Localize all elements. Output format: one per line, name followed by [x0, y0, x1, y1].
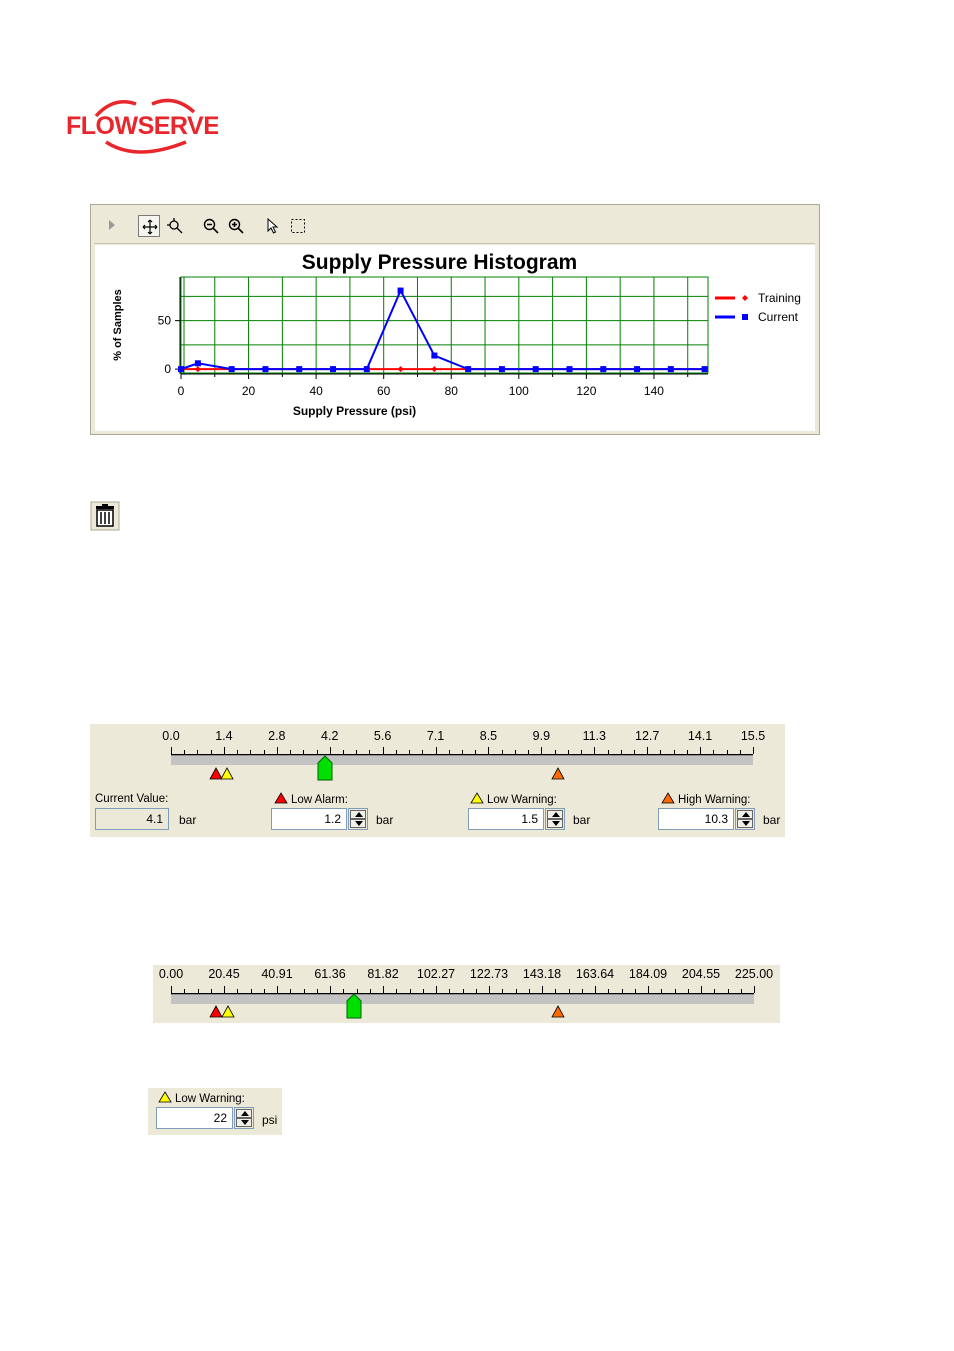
scale-minor-tick	[369, 750, 370, 754]
scale-tick-label: 14.1	[687, 729, 713, 743]
scale-minor-tick	[197, 750, 198, 754]
high-warning-marker[interactable]	[551, 767, 565, 785]
scale-major-tick	[595, 986, 596, 993]
scale-minor-tick	[502, 989, 503, 993]
scale-minor-tick	[184, 989, 185, 993]
high-warning-triangle-icon	[661, 792, 675, 804]
legend-label-current: Current	[758, 310, 799, 324]
alarm-triangle-icon	[274, 792, 288, 804]
data-point-current	[566, 366, 572, 372]
scale-major-tick	[436, 747, 437, 754]
scale-minor-tick	[502, 750, 503, 754]
scale-major-tick	[171, 747, 172, 754]
scale-tick-label: 184.09	[628, 967, 668, 981]
scale-track[interactable]	[171, 755, 753, 765]
scale-tick-label: 2.8	[268, 729, 286, 743]
scale-minor-tick	[422, 750, 423, 754]
data-point-current	[364, 366, 370, 372]
pressure-scale-psi	[153, 965, 780, 1023]
data-point-current	[465, 366, 471, 372]
data-point-current	[668, 366, 674, 372]
scale-minor-tick	[462, 750, 463, 754]
low-warning-spinner[interactable]	[234, 1107, 254, 1129]
data-point-current	[178, 366, 184, 372]
scale-tick-label: 7.1	[426, 729, 445, 743]
y-tick-label: 0	[164, 362, 171, 377]
warning-triangle-icon	[470, 792, 484, 804]
pointer-icon[interactable]	[262, 215, 284, 237]
warning-triangle-icon	[158, 1091, 172, 1103]
scale-minor-tick	[740, 750, 741, 754]
scale-tick-label: 20.45	[208, 967, 240, 981]
data-point-current	[229, 366, 235, 372]
scale-major-tick	[224, 986, 225, 993]
scale-major-tick	[701, 986, 702, 993]
scale-minor-tick	[449, 750, 450, 754]
x-tick-label: 40	[309, 384, 323, 398]
x-tick-label: 140	[643, 384, 664, 398]
scale-major-tick	[541, 747, 542, 754]
scale-major-tick	[277, 747, 278, 754]
pressure-scale-bar	[90, 724, 785, 837]
chart-title: Supply Pressure Histogram	[301, 251, 578, 274]
data-point-current	[600, 366, 606, 372]
x-tick-label: 120	[576, 384, 597, 398]
low-warning-input[interactable]: 1.5	[468, 808, 544, 830]
scale-major-tick	[594, 747, 595, 754]
scale-minor-tick	[303, 750, 304, 754]
scale-minor-tick	[409, 750, 410, 754]
scale-minor-tick	[569, 989, 570, 993]
scale-tick-label: 225.00	[734, 967, 774, 981]
scale-major-tick	[383, 747, 384, 754]
spin-down-button[interactable]	[547, 819, 563, 828]
scale-minor-tick	[475, 750, 476, 754]
scale-tick-label: 11.3	[582, 729, 606, 743]
scale-minor-tick	[660, 750, 661, 754]
scale-minor-tick	[621, 750, 622, 754]
scale-minor-tick	[555, 750, 556, 754]
scale-minor-tick	[264, 989, 265, 993]
high-warning-spinner[interactable]	[735, 808, 755, 830]
scale-minor-tick	[714, 989, 715, 993]
scale-tick-label: 1.4	[215, 729, 233, 743]
scale-major-tick	[436, 986, 437, 993]
scale-minor-tick	[184, 750, 185, 754]
y-tick-label: 50	[157, 313, 171, 328]
scale-minor-tick	[423, 989, 424, 993]
data-point-current	[499, 366, 505, 372]
low-alarm-label: Low Alarm:	[274, 792, 348, 806]
scale-minor-tick	[713, 750, 714, 754]
x-tick-label: 0	[177, 384, 185, 398]
spin-up-button[interactable]	[737, 810, 753, 819]
current-value-marker[interactable]	[346, 993, 362, 1024]
scale-minor-tick	[582, 989, 583, 993]
histogram-chart	[95, 245, 815, 431]
current-value-label: Current Value:	[95, 793, 169, 805]
x-axis-label: Supply Pressure (psi)	[292, 404, 417, 418]
scale-major-tick	[700, 747, 701, 754]
pan-icon[interactable]	[138, 215, 160, 237]
scale-minor-tick	[515, 750, 516, 754]
scale-minor-tick	[728, 989, 729, 993]
scale-minor-tick	[211, 750, 212, 754]
arrow-icon[interactable]	[102, 215, 124, 237]
scale-major-tick	[277, 986, 278, 993]
scale-minor-tick	[317, 750, 318, 754]
scale-major-tick	[330, 747, 331, 754]
scale-major-tick	[489, 986, 490, 993]
data-point-current	[195, 360, 201, 366]
high-warning-label: High Warning:	[661, 792, 750, 806]
current-value-unit: bar	[179, 813, 197, 827]
data-point-current	[634, 366, 640, 372]
scale-minor-tick	[634, 750, 635, 754]
select-rect-icon[interactable]	[287, 215, 309, 237]
x-tick-label: 20	[241, 384, 256, 398]
scale-minor-tick	[343, 750, 344, 754]
high-warning-input[interactable]: 10.3	[658, 808, 734, 830]
low-warning-unit: bar	[573, 813, 591, 827]
scale-minor-tick	[476, 989, 477, 993]
scale-minor-tick	[370, 989, 371, 993]
scale-minor-tick	[463, 989, 464, 993]
data-point-current	[296, 366, 302, 372]
scale-minor-tick	[396, 750, 397, 754]
scale-minor-tick	[608, 750, 609, 754]
scale-minor-tick	[608, 989, 609, 993]
scale-minor-tick	[237, 750, 238, 754]
scale-minor-tick	[741, 989, 742, 993]
scale-minor-tick	[396, 989, 397, 993]
x-tick-label: 60	[377, 384, 391, 398]
scale-minor-tick	[343, 989, 344, 993]
scale-minor-tick	[516, 989, 517, 993]
scale-minor-tick	[449, 989, 450, 993]
scale-track[interactable]	[171, 994, 754, 1004]
scale-tick-label: 102.27	[416, 967, 456, 981]
x-tick-label: 100	[508, 384, 529, 398]
scale-major-tick	[542, 986, 543, 993]
scale-major-tick	[488, 747, 489, 754]
scale-tick-label: 15.5	[740, 729, 766, 743]
low-alarm-spinner[interactable]	[348, 808, 368, 830]
scale-minor-tick	[290, 750, 291, 754]
data-point-current	[262, 366, 268, 372]
scale-minor-tick	[356, 750, 357, 754]
high-warning-unit: bar	[763, 813, 781, 827]
legend-label-training: Training	[758, 291, 801, 305]
low-warning-marker[interactable]	[220, 767, 234, 785]
low-warning-panel	[148, 1088, 282, 1135]
scale-minor-tick	[727, 750, 728, 754]
scale-minor-tick	[688, 989, 689, 993]
scale-minor-tick	[674, 750, 675, 754]
zoom-in-icon[interactable]	[225, 215, 247, 237]
legend-marker	[742, 295, 748, 301]
scale-tick-label: 163.64	[575, 967, 615, 981]
low-warning-label: Low Warning:	[158, 1091, 245, 1105]
zoom-box-icon[interactable]	[164, 215, 186, 237]
y-axis-label: % of Samples	[112, 289, 124, 361]
chart-toolbar	[94, 208, 815, 244]
scale-minor-tick	[290, 989, 291, 993]
data-point-current	[702, 366, 708, 372]
scale-tick-label: 143.18	[522, 967, 562, 981]
scale-minor-tick	[198, 989, 199, 993]
scale-tick-label: 40.91	[261, 967, 293, 981]
scale-minor-tick	[568, 750, 569, 754]
scale-tick-label: 0.0	[162, 729, 180, 743]
spin-up-button[interactable]	[236, 1109, 252, 1118]
spin-up-button[interactable]	[547, 810, 563, 819]
scale-tick-label: 9.9	[532, 729, 551, 743]
scale-major-tick	[330, 986, 331, 993]
scale-major-tick	[383, 986, 384, 993]
scale-minor-tick	[635, 989, 636, 993]
trash-icon[interactable]	[90, 501, 120, 531]
scale-minor-tick	[211, 989, 212, 993]
spin-up-button[interactable]	[350, 810, 366, 819]
scale-tick-label: 8.5	[479, 729, 498, 743]
scale-minor-tick	[317, 989, 318, 993]
spin-down-button[interactable]	[350, 819, 366, 828]
scale-tick-label: 81.82	[367, 967, 399, 981]
data-point-current	[431, 353, 437, 359]
x-tick-label: 80	[444, 384, 458, 398]
high-warning-marker[interactable]	[551, 1005, 565, 1023]
scale-major-tick	[753, 747, 754, 754]
scale-major-tick	[754, 986, 755, 993]
scale-minor-tick	[529, 989, 530, 993]
spin-down-button[interactable]	[236, 1118, 252, 1127]
scale-minor-tick	[555, 989, 556, 993]
scale-minor-tick	[528, 750, 529, 754]
current-value-marker[interactable]	[317, 755, 333, 786]
scale-minor-tick	[264, 750, 265, 754]
current-value-field: 4.1	[95, 808, 169, 830]
scale-minor-tick	[237, 989, 238, 993]
zoom-out-icon[interactable]	[200, 215, 222, 237]
spin-down-button[interactable]	[737, 819, 753, 828]
histogram-panel	[90, 204, 820, 435]
data-point-current	[330, 366, 336, 372]
scale-tick-label: 5.6	[373, 729, 392, 743]
scale-tick-label: 122.73	[469, 967, 509, 981]
scale-minor-tick	[304, 989, 305, 993]
low-warning-spinner[interactable]	[545, 808, 565, 830]
scale-minor-tick	[661, 989, 662, 993]
scale-tick-label: 0.00	[158, 967, 184, 981]
low-warning-marker[interactable]	[221, 1005, 235, 1023]
scale-tick-label: 61.36	[314, 967, 346, 981]
low-warning-unit: psi	[262, 1113, 278, 1127]
data-point-current	[398, 288, 404, 294]
scale-major-tick	[171, 986, 172, 993]
scale-minor-tick	[581, 750, 582, 754]
low-warning-input[interactable]: 22	[156, 1107, 233, 1129]
scale-minor-tick	[251, 989, 252, 993]
low-alarm-unit: bar	[376, 813, 394, 827]
scale-major-tick	[224, 747, 225, 754]
scale-major-tick	[648, 986, 649, 993]
scale-minor-tick	[250, 750, 251, 754]
svg-text:FLOWSERVE: FLOWSERVE	[66, 112, 218, 140]
low-warning-label: Low Warning:	[470, 792, 557, 806]
scale-major-tick	[647, 747, 648, 754]
low-alarm-input[interactable]: 1.2	[271, 808, 347, 830]
chart-area	[95, 245, 815, 431]
scale-tick-label: 204.55	[681, 967, 721, 981]
flowserve-logo	[66, 98, 218, 156]
scale-minor-tick	[687, 750, 688, 754]
data-point-current	[533, 366, 539, 372]
scale-minor-tick	[675, 989, 676, 993]
scale-minor-tick	[410, 989, 411, 993]
legend-marker	[742, 314, 748, 320]
scale-tick-label: 4.2	[321, 729, 339, 743]
scale-minor-tick	[622, 989, 623, 993]
scale-tick-label: 12.7	[635, 729, 660, 743]
